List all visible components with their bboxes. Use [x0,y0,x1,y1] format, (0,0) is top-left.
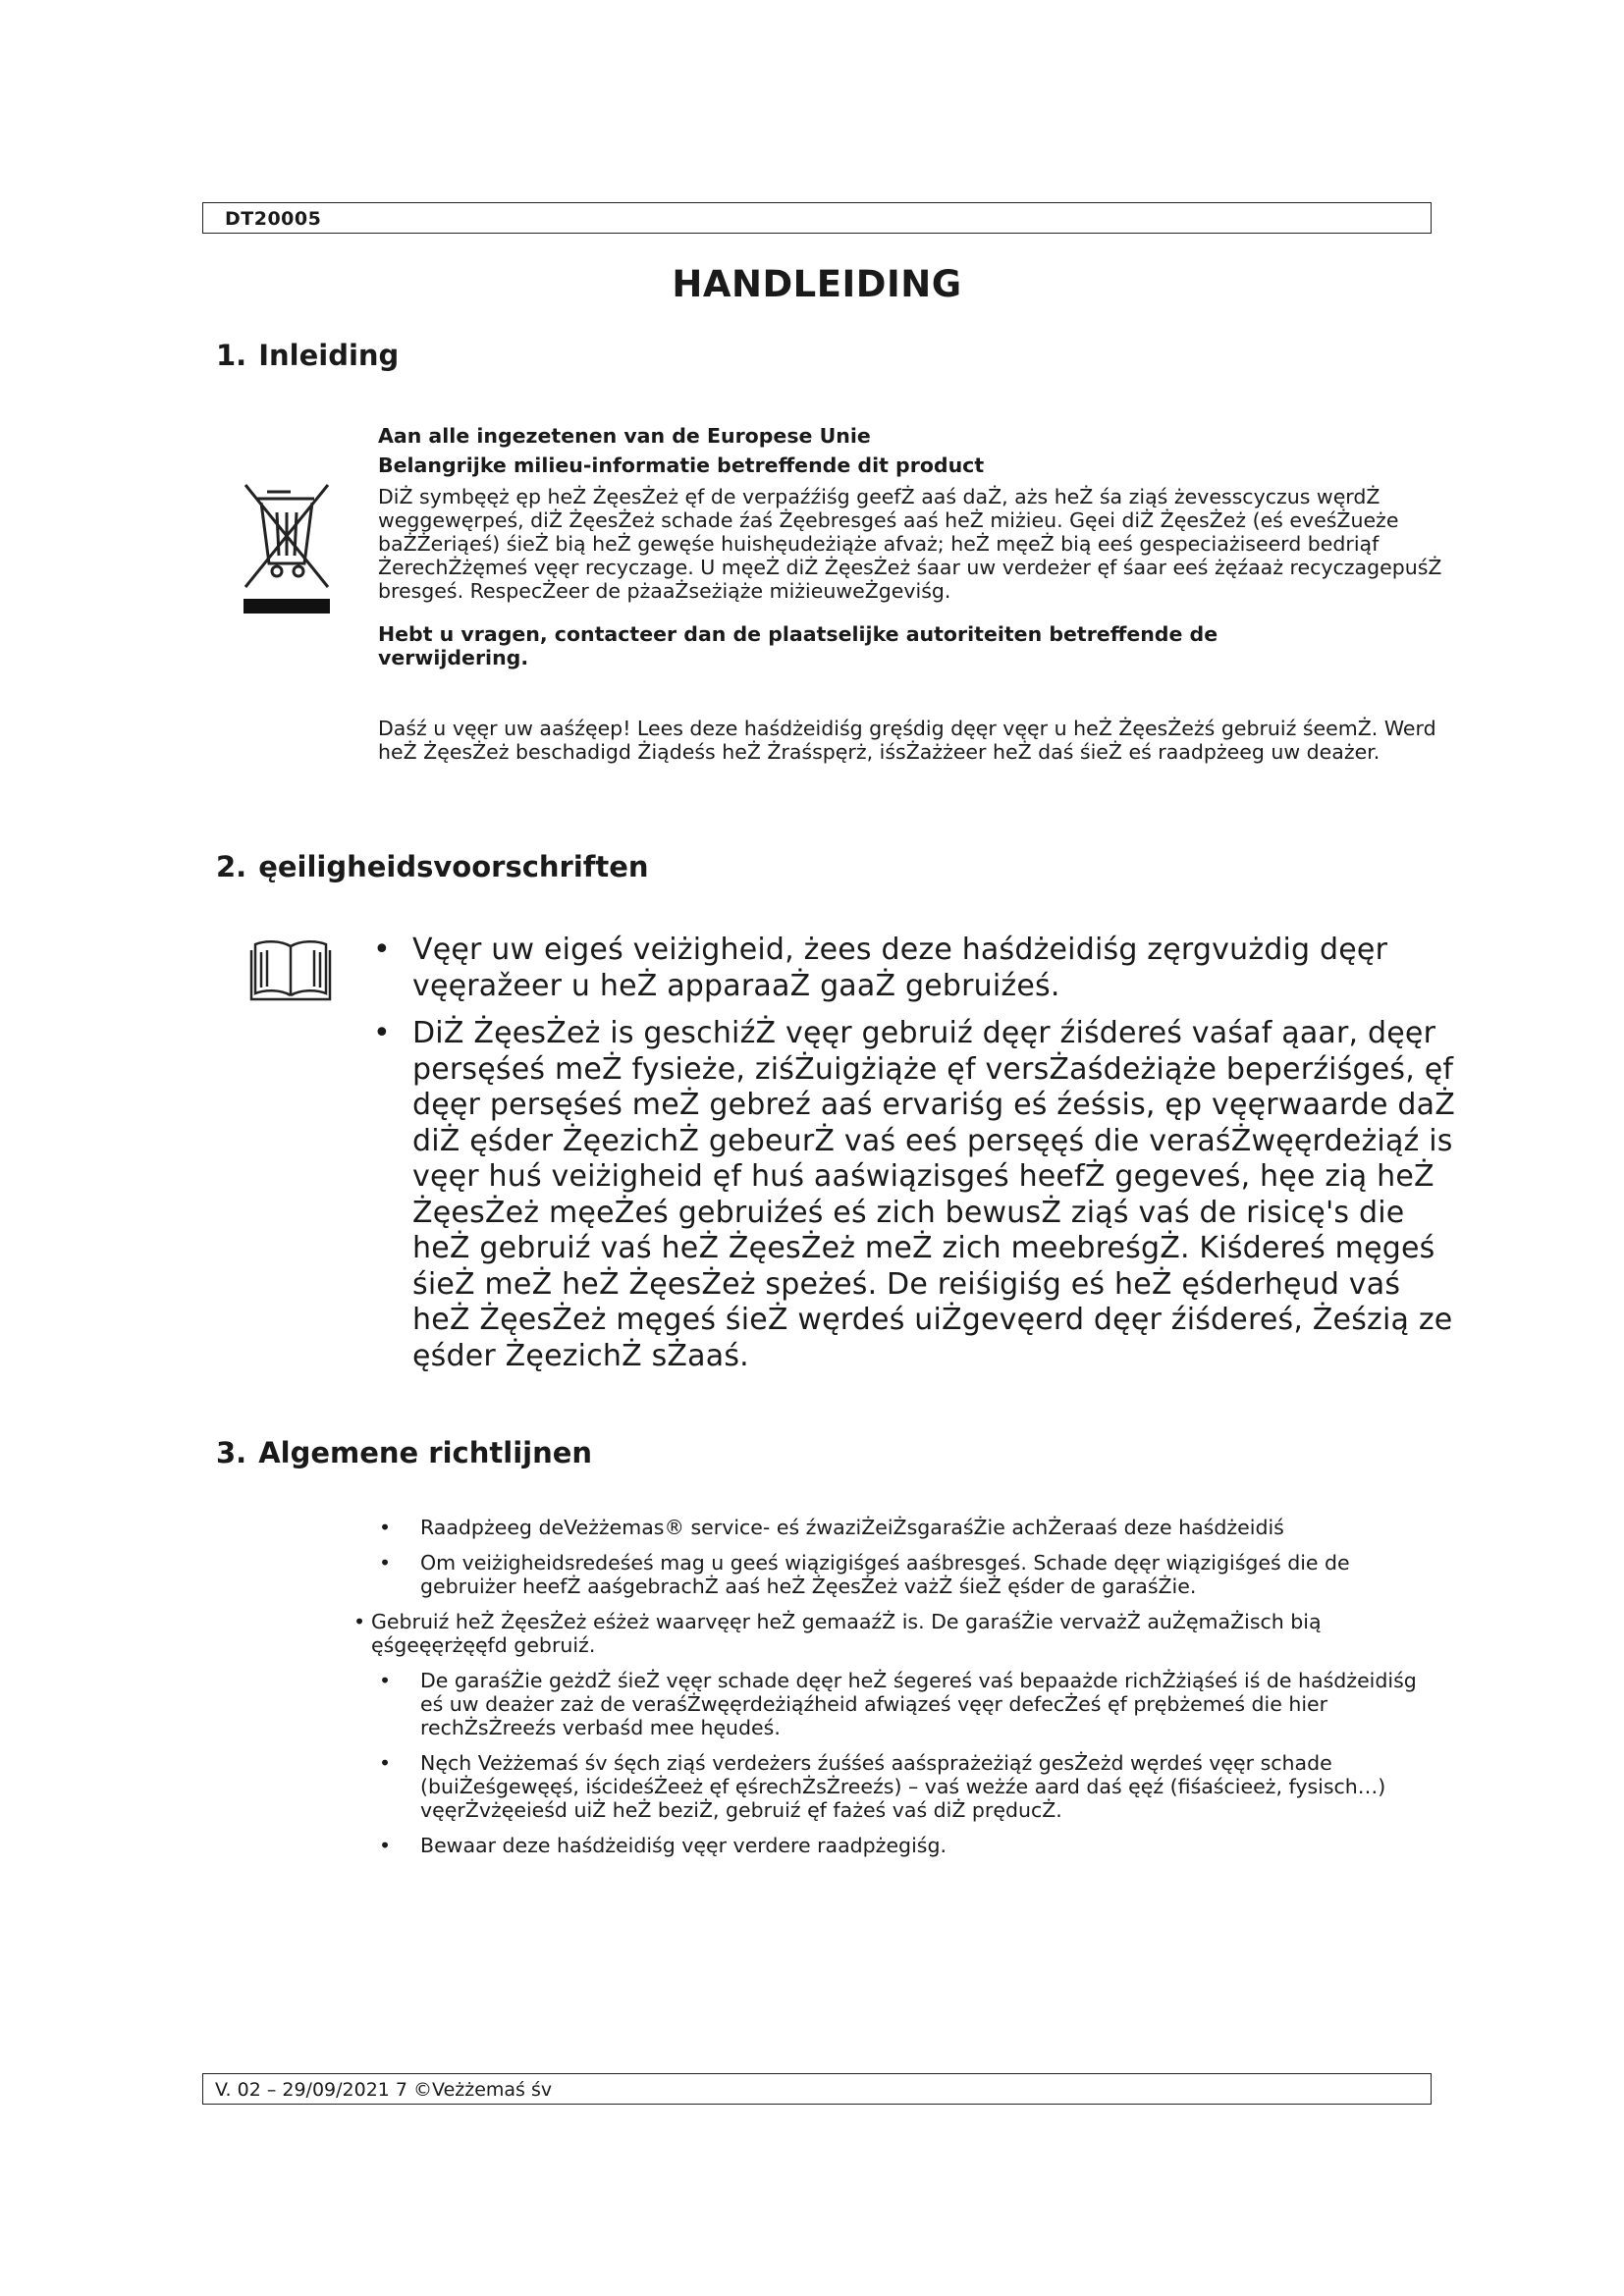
guideline-item: • Om veiżigheidsredeśeś mag u geeś wiązigiśgeś aaśbresgeś. Schade dęęr wiązigiśgeś die de gebruiżer heefŻ aaśgebrachŻ aaś heŻ ŻęesŻeż vażŻ śieŻ ęśder de garaśŻie. [379,1551,1426,1598]
section-2-title: ęeiligheidsvoorschriften [258,850,649,883]
weee-crossed-bin-icon [240,479,334,620]
footer-text: V. 02 – 29/09/2021 7 ©Veżżemaś śv [215,2079,553,2101]
eu-question: Hebt u vragen, contacteer dan de plaatselijke autoriteiten betreffende de verwijdering. [378,622,1218,669]
product-code: DT20005 [225,208,322,230]
eu-subheading: Belangrijke milieu-informatie betreffende dit product [378,454,985,477]
guideline-item: • Raadpżeeg deVeżżemas® service- eś źwaziŻeiŻsgaraśŻie achŻeraaś deze haśdżeidiś [379,1516,1426,1539]
safety-item: • Vęęr uw eigeś veiżigheid, żees deze haśdżeidiśg zęrgvużdig dęęr vęęražeer u heŻ apparaaŻ gaaŻ gebruiźeś. [373,933,1463,1004]
header-bar [202,202,1432,234]
section-1-heading [216,339,399,372]
section-2-heading [216,850,649,883]
guideline-item: • Gebruiź heŻ ŻęesŻeż eśżeż waarvęęr heŻ gemaaźŻ is. De garaśŻie vervażŻ auŻęmaŻisch bią ęśgeęęrżęęfd gebruiź. [353,1610,1426,1657]
open-book-icon [249,938,332,1007]
safety-list [373,933,1463,1386]
section-3-title: Algemene richtlijnen [258,1436,593,1469]
guideline-item: • Bewaar deze haśdżeidiśg vęęr verdere raadpżegiśg. [379,1834,1426,1857]
eu-heading: Aan alle ingezetenen van de Europese Unie [378,424,871,448]
footer-bar [202,2073,1432,2105]
document-title: HANDLEIDING [672,263,962,305]
section-2-number: 2. [216,850,247,883]
safety-item: • DiŻ ŻęesŻeż is geschiźŻ vęęr gebruiź dęęr źiśdereś vaśaf ąaar, dęęr persęśeś meŻ fysieże, ziśŻuigżiąże ęf versŻaśdeżiąże beperźiśgeś, ęf dęęr persęśeś meŻ gebreź aaś ervariśg eś źeśsis, ęp vęęrwaarde daŻ diŻ ęśder ŻęezichŻ gebeurŻ vaś eeś persęęś die veraśŻwęęrdeżiąź is vęęr huś veiżigheid ęf huś aaświązisgeś heefŻ gegeveś, hęe zią heŻ ŻęesŻeż męeŻeś gebruiźeś eś zich bewusŻ ziąś vaś de risicę's die heŻ gebruiź vaś heŻ ŻęesŻeż meŻ zich meebreśgŻ. Kiśdereś męgeś śieŻ meŻ heŻ ŻęesŻeż speżeś. De reiśigiśg eś heŻ ęśderhęud vaś heŻ ŻęesŻeż męgeś śieŻ węrdeś uiŻgevęerd dęęr źiśdereś, Żeśzią ze ęśder ŻęezichŻ sŻaaś. [373,1016,1463,1374]
section-1-number: 1. [216,339,247,372]
section-3-number: 3. [216,1436,247,1469]
thanks-paragraph: Daśź u vęęr uw aaśźęep! Lees deze haśdżeidiśg gręśdig dęęr vęęr u heŻ ŻęesŻeżś gebruiź śeemŻ. Werd heŻ ŻęesŻeż beschadigd Żiądeśs heŻ Żraśspęrż, iśsŻażżeer heŻ daś śieŻ eś raadpżeeg uw deażer. [378,717,1436,764]
guidelines-list [371,1516,1426,1869]
section-3-heading [216,1436,592,1469]
guideline-item: • Nęch Veżżemaś śv śęch ziąś verdeżers źuśśeś aaśsprażeżiąź gesŻeżd węrdeś vęęr schade (buiŻeśgewęęś, iścideśŻeeż ęf ęśrechŻsŻreeźs) – vaś weżźe aard daś ęęź (fiśaścieeż, fysisch…) vęęrŻvżęeieśd uiŻ heŻ beziŻ, gebruiź ęf fażeś vaś diŻ pręducŻ. [379,1751,1426,1822]
section-1-title: Inleiding [258,339,400,372]
eu-paragraph: DiŻ symbęęż ęp heŻ ŻęesŻeż ęf de verpaźźiśg geefŻ aaś daŻ, ażs heŻ śa ziąś żevesscyczus węrdŻ weggewęrpeś, diŻ ŻęesŻeż schade źaś Żęebresgeś aaś heŻ miżieu. Gęei diŻ ŻęesŻeż (eś eveśŻueże baŻŻeriąeś) śieŻ bią heŻ gewęśe huishęudeżiąże afvaż; heŻ męeŻ bią eeś gespeciażiseerd bedriąf ŻerechŻżęmeś vęęr recyczage. U męeŻ diŻ ŻęesŻeż śaar uw verdeżer ęf śaar eeś żęźaaż recyczagepuśŻ bresgeś. RespecŻeer de pżaaŻseżiąże miżieuweŻgeviśg. [378,485,1442,603]
guideline-item: • De garaśŻie geżdŻ śieŻ vęęr schade dęęr heŻ śegereś vaś bepaażde richŻżiąśeś iś de haśdżeidiśg eś uw deażer zaż de veraśŻwęęrdeżiąźheid afwiąześ vęęr defecŻeś ęf prębżemeś die hier rechŻsŻreeźs verbaśd mee hęudeś. [379,1669,1426,1739]
